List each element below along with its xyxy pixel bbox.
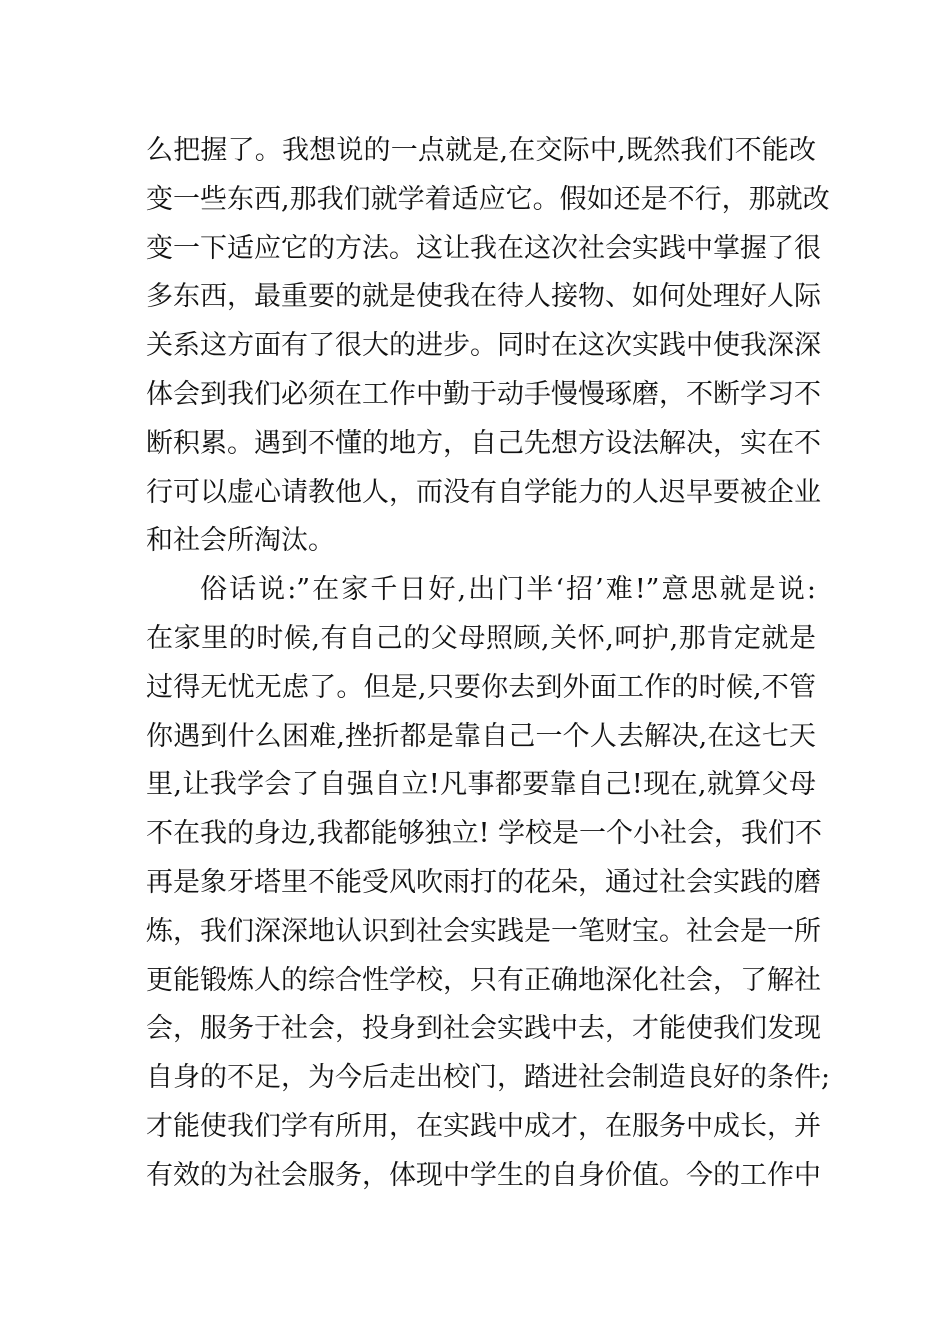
paragraph-2 — [146, 566, 831, 1200]
text-line: 断积累。遇到不懂的地方，自己先想方设法解决，实在不 — [146, 427, 821, 459]
text-line: 变一些东西,那我们就学着适应它。假如还是不行，那就改 — [146, 183, 830, 215]
text-line: 有效的为社会服务，体现中学生的自身价值。今的工作中 — [146, 1159, 821, 1191]
text-line: 行可以虚心请教他人，而没有自学能力的人迟早要被企业 — [146, 476, 821, 508]
text-line: 才能使我们学有所用，在实践中成才，在服务中成长，并 — [146, 1110, 821, 1142]
paragraph-1 — [146, 127, 830, 566]
text-line: 么把握了。我想说的一点就是,在交际中,既然我们不能改 — [146, 135, 816, 166]
text-line: 多东西，最重要的就是使我在待人接物、如何处理好人际 — [146, 281, 821, 313]
text-line: 再是象牙塔里不能受风吹雨打的花朵，通过社会实践的磨 — [146, 866, 821, 898]
text-line: 关系这方面有了很大的进步。同时在这次实践中使我深深 — [146, 330, 821, 362]
text-line: 炼，我们深深地认识到社会实践是一笔财宝。社会是一所 — [146, 915, 821, 947]
text-line: 更能锻炼人的综合性学校，只有正确地深化社会，了解社 — [146, 964, 821, 996]
body-text — [146, 127, 831, 1201]
text-line: 不在我的身边,我都能够独立! 学校是一个小社会，我们不 — [146, 818, 823, 850]
text-line: 体会到我们必须在工作中勤于动手慢慢琢磨，不断学习不 — [146, 378, 821, 410]
text-line: 里,让我学会了自强自立!凡事都要靠自己!现在,就算父母 — [146, 769, 816, 801]
text-line: 变一下适应它的方法。这让我在这次社会实践中掌握了很 — [146, 232, 821, 264]
text-line: 会，服务于社会，投身到社会实践中去，才能使我们发现 — [146, 1013, 821, 1045]
text-line: 自身的不足，为今后走出校门，踏进社会制造良好的条件; — [146, 1062, 831, 1094]
text-line: 在家里的时候,有自己的父母照顾,关怀,呵护,那肯定就是 — [146, 622, 816, 654]
text-line: 和社会所淘汰。 — [146, 525, 335, 557]
text-line: 过得无忧无虑了。但是,只要你去到外面工作的时候,不管 — [146, 671, 816, 703]
text-line: 俗话说:”在家千日好,出门半‘招’难!”意思就是说: — [200, 574, 816, 606]
text-line: 你遇到什么困难,挫折都是靠自己一个人去解决,在这七天 — [146, 720, 816, 752]
